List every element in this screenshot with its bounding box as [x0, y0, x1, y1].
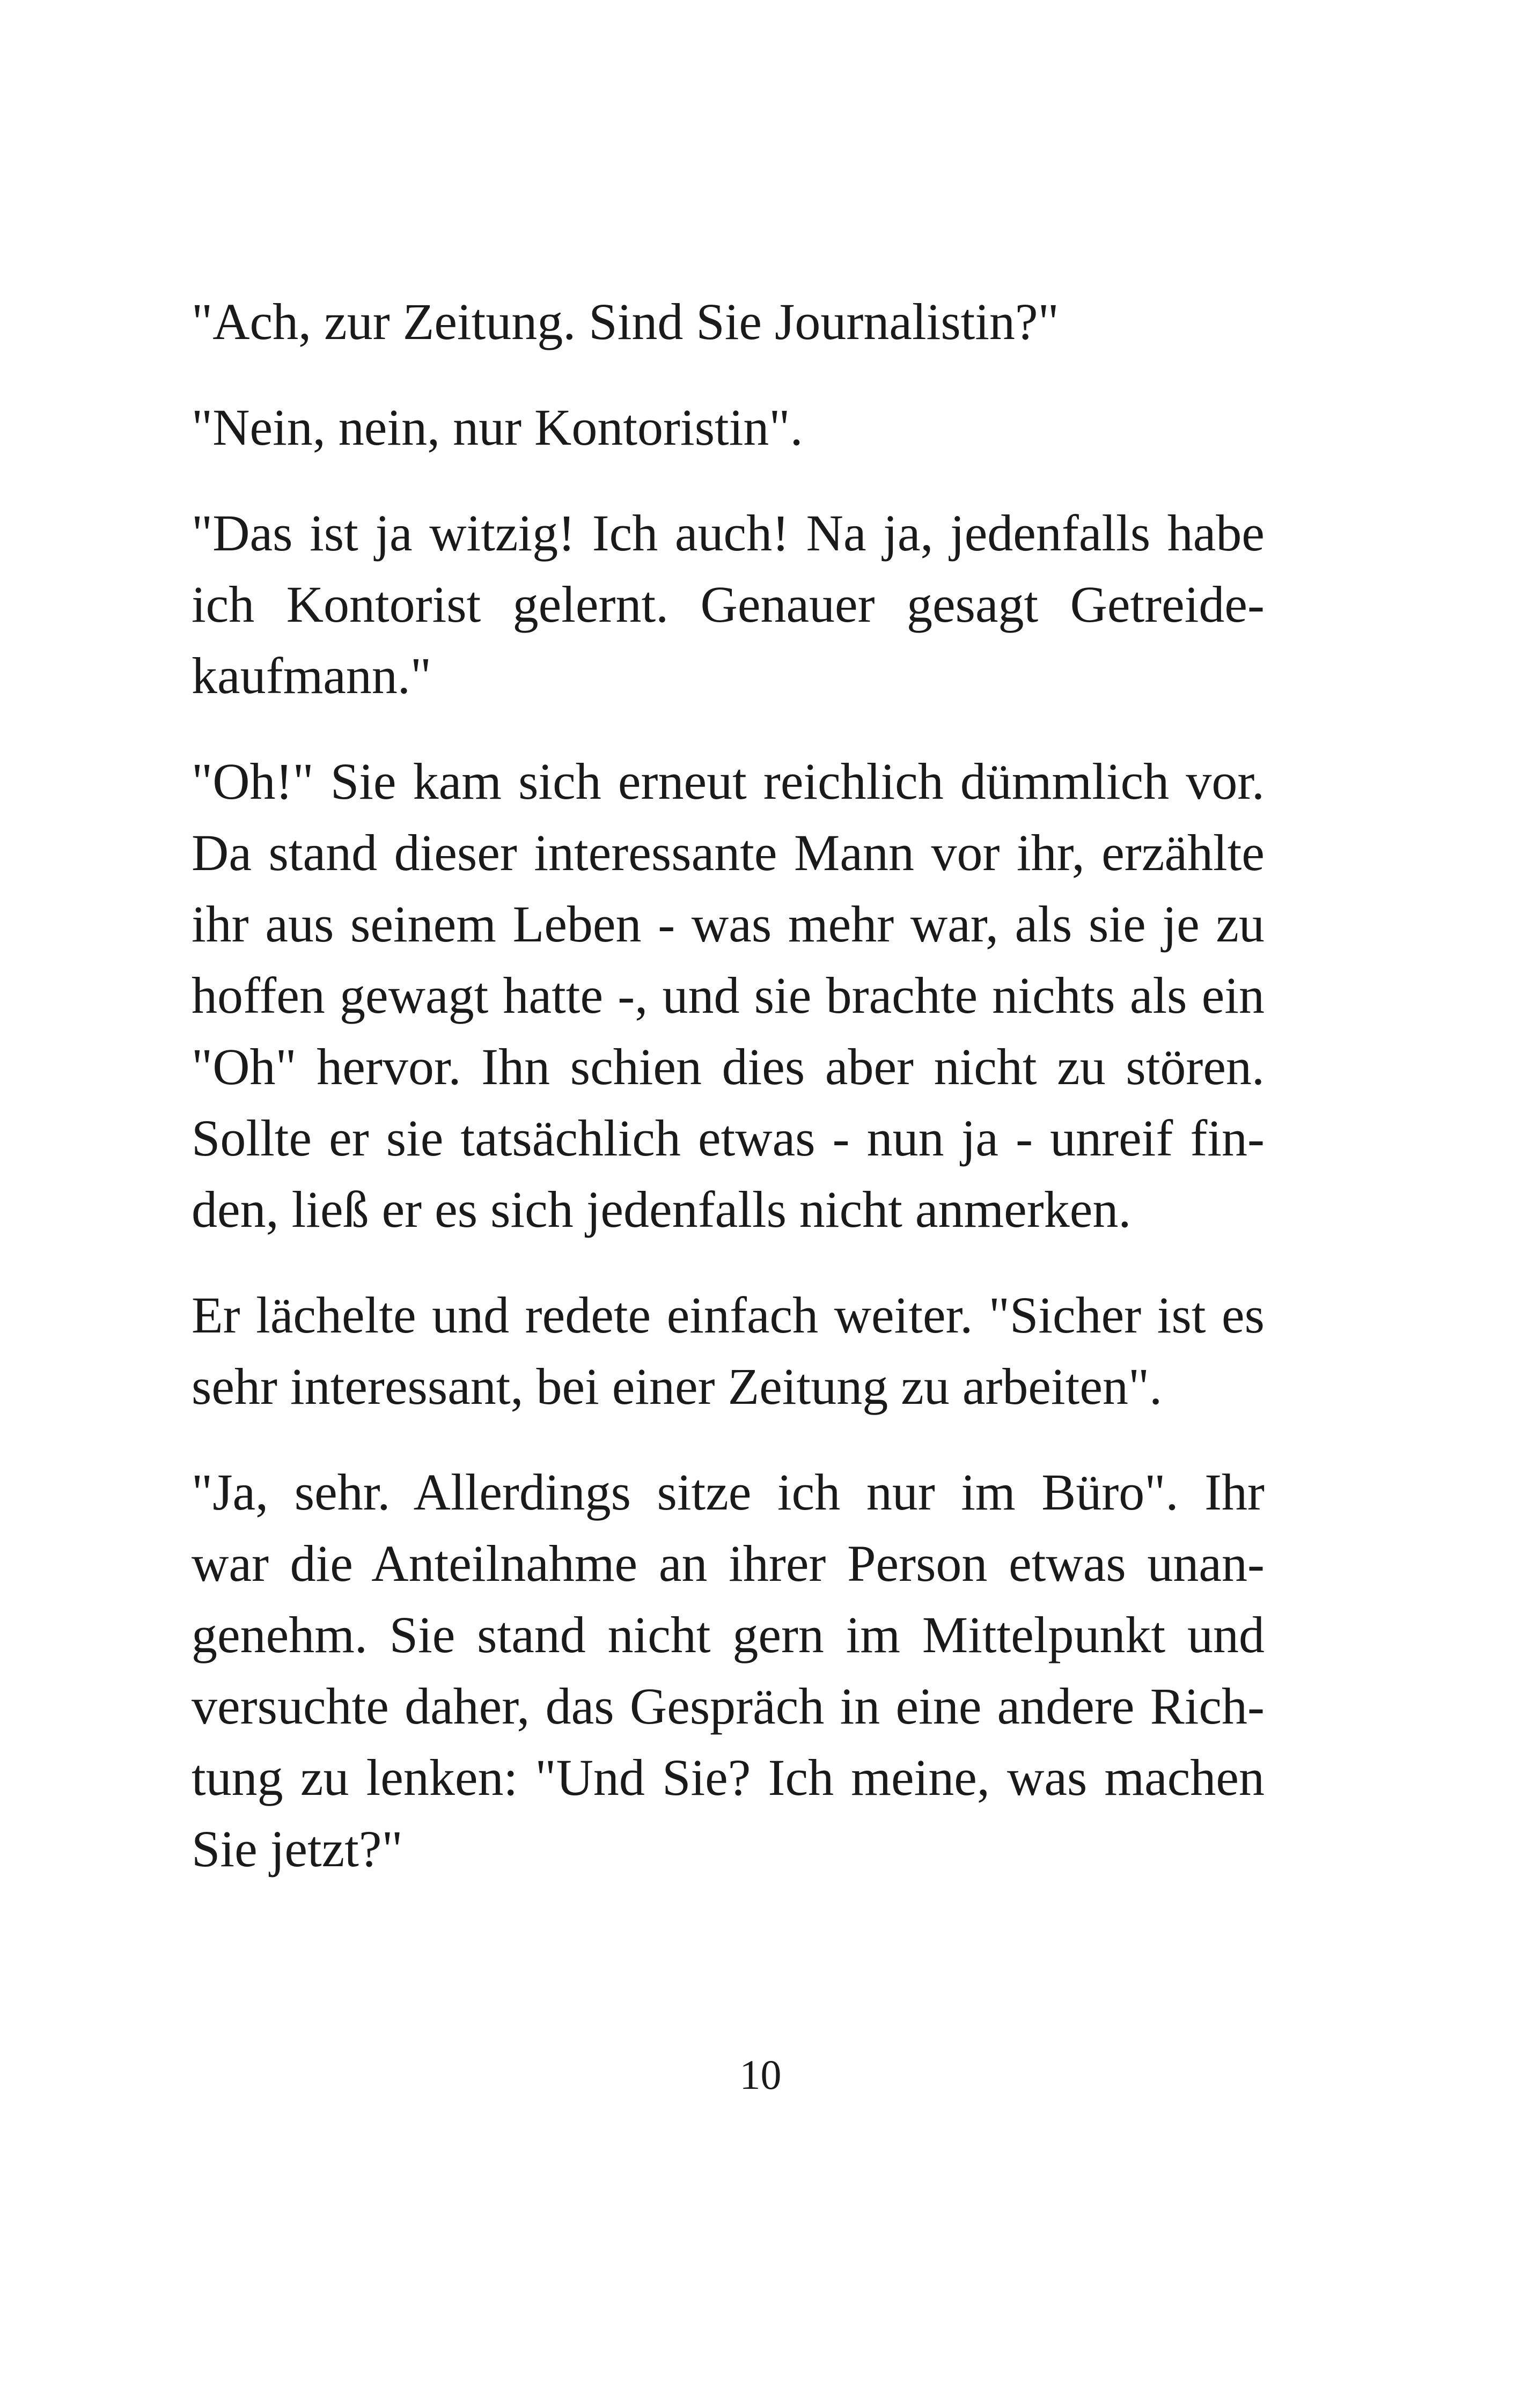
text-line: "Das ist ja witzig! Ich auch! Na ja, jedenfalls habe [192, 504, 1265, 562]
paragraph [192, 497, 1265, 711]
paragraph [192, 1456, 1265, 1884]
text-line: "Oh" hervor. Ihn schien dies aber nicht zu stören. [192, 1038, 1265, 1095]
text-line: hoffen gewagt hatte -, und sie brachte nichts als ein [192, 967, 1265, 1024]
text-line: genehm. Sie stand nicht gern im Mittelpunkt und [192, 1606, 1265, 1663]
text-line: Da stand dieser interessante Mann vor ihr, erzählte [192, 824, 1265, 881]
body-text [192, 286, 1265, 1919]
text-line: kaufmann." [192, 647, 432, 704]
text-line: versuchte daher, das Gespräch in eine andere Rich- [192, 1677, 1265, 1735]
text-line: Er lächelte und redete einfach weiter. "Sicher ist es [192, 1286, 1265, 1344]
paragraph [192, 746, 1265, 1245]
paragraph [192, 286, 1265, 357]
text-line: ihr aus seinem Leben - was mehr war, als sie je zu [192, 895, 1265, 953]
text-line: ich Kontorist gelernt. Genauer gesagt Getreide- [192, 576, 1265, 633]
text-line: Sie jetzt?" [192, 1820, 403, 1877]
text-line: "Ach, zur Zeitung. Sind Sie Journalistin?" [192, 293, 1059, 350]
text-line: sehr interessant, bei einer Zeitung zu arbeiten". [192, 1358, 1163, 1415]
paragraph [192, 392, 1265, 463]
text-line: "Oh!" Sie kam sich erneut reichlich dümmlich vor. [192, 753, 1265, 810]
page-number: 10 [739, 2051, 782, 2098]
text-line: Sollte er sie tatsächlich etwas - nun ja - unreif fin- [192, 1109, 1265, 1167]
text-line: war die Anteilnahme an ihrer Person etwas unan- [192, 1535, 1265, 1592]
text-line: "Nein, nein, nur Kontoristin". [192, 399, 803, 456]
paragraph [192, 1279, 1265, 1422]
text-line: tung zu lenken: "Und Sie? Ich meine, was machen [192, 1749, 1265, 1806]
text-line: den, ließ er es sich jedenfalls nicht anmerken. [192, 1181, 1131, 1238]
text-line: "Ja, sehr. Allerdings sitze ich nur im Büro". Ihr [192, 1463, 1265, 1521]
